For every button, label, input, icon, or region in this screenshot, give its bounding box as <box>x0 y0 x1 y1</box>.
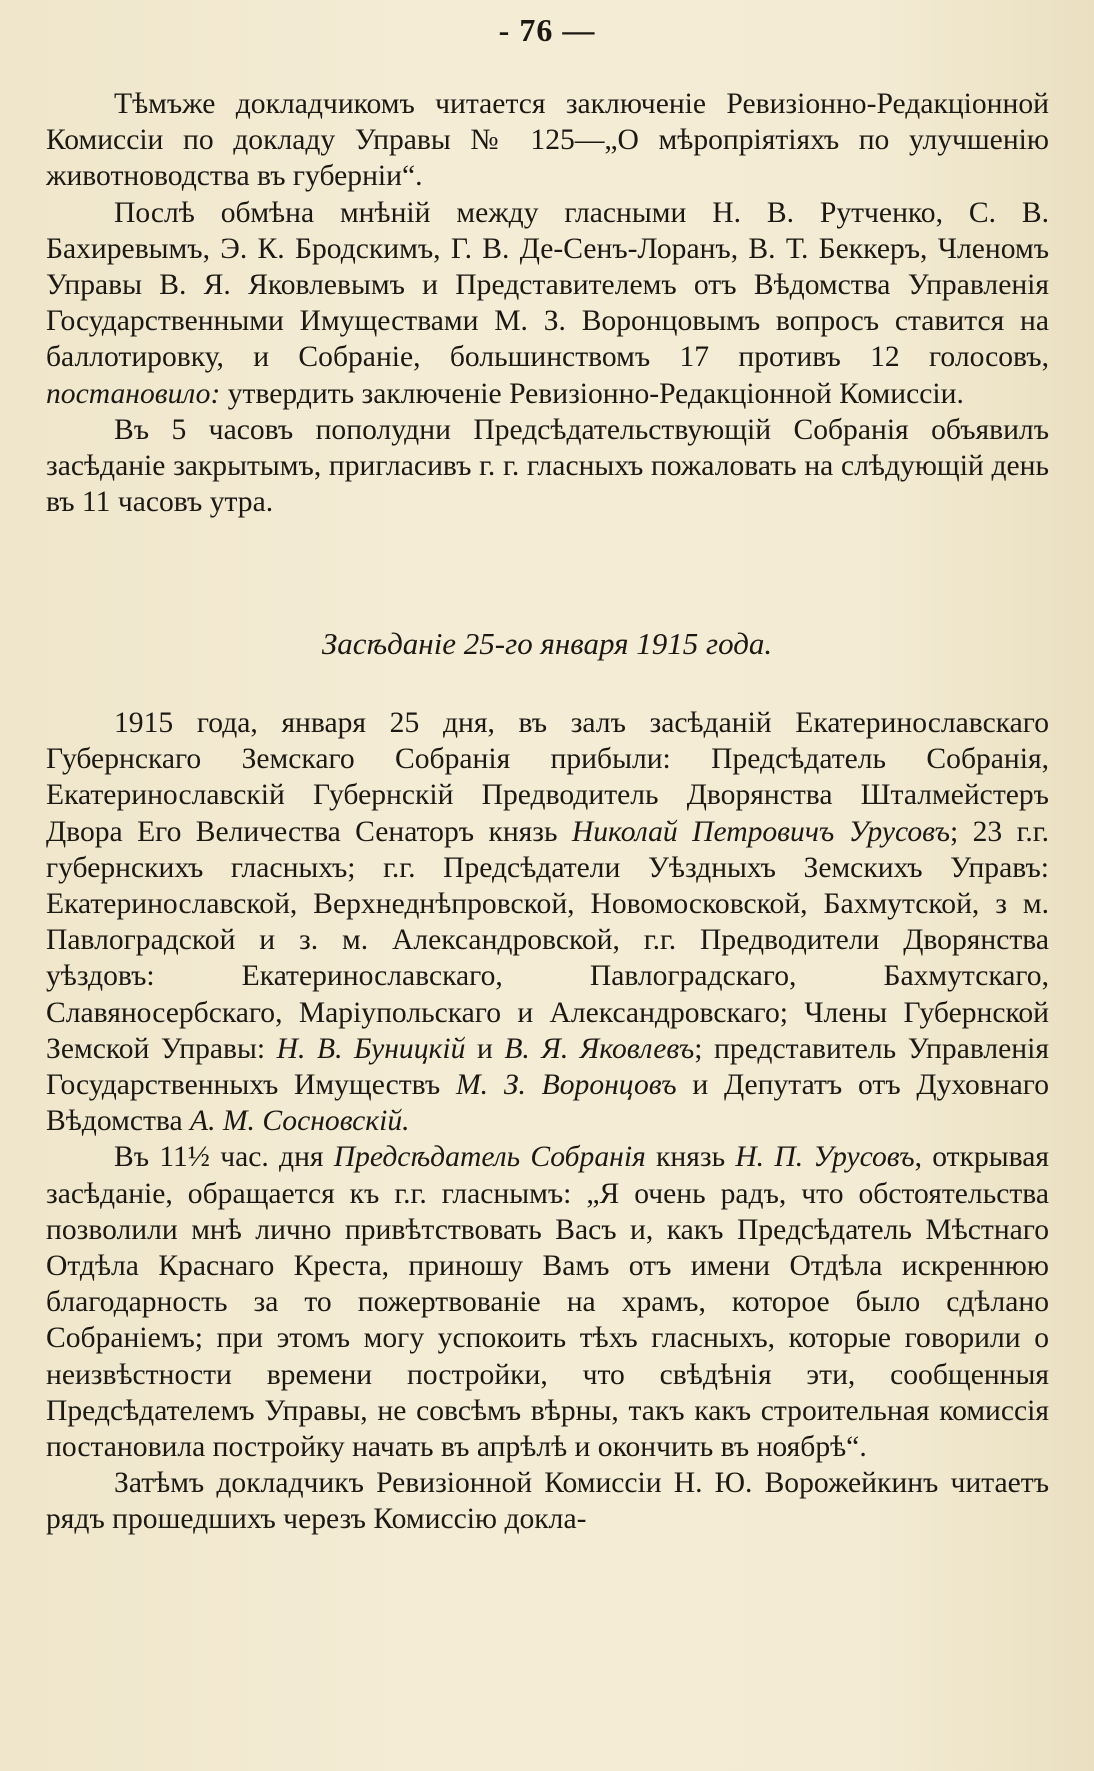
text-run: , открывая засѣданіе, обращается къ г.г. гласнымъ: „Я очень радъ, что обстоятельства позволили мнѣ лично привѣтствовать Васъ и, какъ Предсѣдатель Мѣстнаго Отдѣла Краснаго Креста, приношу Вамъ отъ имени Отдѣла искреннюю благодарность за то пожертвованіе на храмъ, которое было сдѣлано Собраніемъ; при этомъ могу успокоить тѣхъ гласныхъ, которые говорили о неизвѣстности времени постройки, что свѣдѣнія эти, сообщенныя Предсѣдателемъ Управы, не совсѣмъ вѣрны, такъ какъ строительная комиссія постановила постройку начать въ апрѣлѣ и окончить въ ноябрѣ“. <box>46 1141 1049 1464</box>
text-run: Тѣмъже докладчикомъ читается заключеніе Ревизіонно-Редакціонной Комиссіи по докладу Управы № 125—„О мѣропріятіяхъ по улучшенію животноводства въ губерніи“. <box>46 88 1049 193</box>
italic-text: А. М. Сосновскій. <box>190 1105 410 1138</box>
paragraph <box>46 1465 1049 1537</box>
paragraph <box>46 705 1049 1139</box>
paragraph <box>46 1139 1049 1465</box>
section-title: Засѣданіе 25-го января 1915 года. <box>321 626 773 661</box>
text-run: Послѣ обмѣна мнѣній между гласными Н. В. Рутченко, С. В. Бахиревымъ, Э. К. Бродскимъ, Г. В. Де-Сенъ-Лоранъ, В. Т. Беккеръ, Членомъ Управы В. Я. Яковлевымъ и Представителемъ отъ Вѣдомства Управленія Государственными Имуществами М. З. Воронцовымъ вопросъ ставится на баллотировку, и Собраніе, большинствомъ 17 противъ 12 голосовъ, <box>46 196 1049 374</box>
text-run: князь <box>645 1141 736 1174</box>
text-run: ; представитель Управленія Государственныхъ Имуществъ <box>46 1032 1049 1102</box>
text-block-top <box>46 86 1049 520</box>
text-run: 1915 года, января 25 дня, въ залъ засѣданій Екатеринославскаго Губернскаго Земскаго Собранія прибыли: Предсѣдатель Собранія, Екатеринославскій Губернскій Предводитель Дворянства Шталмейстеръ Двора Его Величества Сенаторъ князь <box>46 707 1049 848</box>
paragraph <box>46 195 1049 412</box>
text-run: утвердить заключеніе Ревизіонно-Редакціонной Комиссіи. <box>220 377 964 410</box>
italic-text: Н. П. Урусовъ <box>735 1141 915 1174</box>
italic-text: Н. В. Буницкій <box>276 1032 466 1065</box>
text-run: Затѣмъ докладчикъ Ревизіонной Комиссіи Н. Ю. Ворожейкинъ читаетъ рядъ прошедшихъ черезъ Комиссію докла- <box>46 1467 1049 1536</box>
text-block-bottom <box>46 705 1049 1538</box>
text-run: Въ 5 часовъ пополудни Предсѣдательствующій Собранія объявилъ засѣданіе закрытымъ, пригласивъ г. г. гласныхъ пожаловать на слѣдующій день въ 11 часовъ утра. <box>46 413 1049 519</box>
italic-text: Николай Петровичъ Урусовъ <box>571 815 950 848</box>
italic-text: В. Я. Яковлевъ <box>504 1032 695 1065</box>
page-number: - 76 — <box>498 12 596 48</box>
text-run: и <box>465 1032 505 1065</box>
text-run: Въ 11½ час. дня <box>114 1141 334 1174</box>
italic-text: М. З. Воронцовъ <box>455 1069 677 1102</box>
paragraph <box>46 86 1049 195</box>
italic-text: Предсѣдатель Собранія <box>333 1141 646 1174</box>
italic-text: постановило: <box>46 377 221 410</box>
text-run: ; 23 г.г. губернскихъ гласныхъ; г.г. Предсѣдатели Уѣздныхъ Земскихъ Управъ: Екатеринославской, Верхнеднѣпровской, Новомосковской, Бахмутской, з м. Павлоградской и з. м. Александровской, г.г. Предводители Дворянства уѣздовъ: Екатеринославскаго, Павлоградскаго, Бахмутскаго, Славяносербскаго, Маріупольскаго и Александровскаго; Члены Губернской Земской Управы: <box>46 815 1049 1065</box>
paragraph <box>46 412 1049 521</box>
text-run: и Депутатъ отъ Духовнаго Вѣдомства <box>46 1069 1049 1138</box>
